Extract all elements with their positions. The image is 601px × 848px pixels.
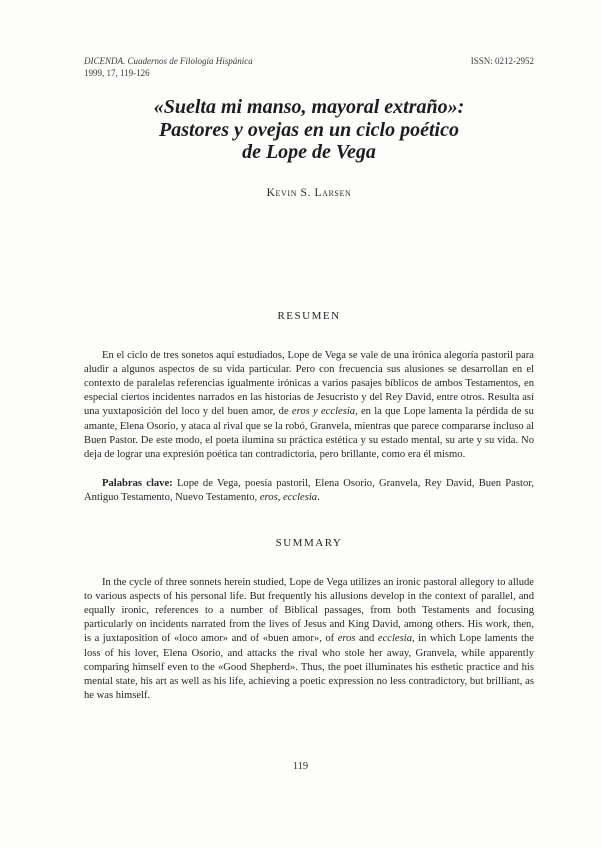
keywords-list: Lope de Vega, poesía pastoril, Elena Osorio, Granvela, Rey David, Buen Pastor, Antiguo Testamento, Nuevo Testamento, [84, 478, 534, 504]
summary-latin-term-eros: eros [337, 633, 356, 645]
summary-text: and [355, 633, 378, 645]
keywords-latin-terms: eros, ecclesia [259, 492, 318, 504]
resumen-text: , en la que Lope lamenta la pérdida de su amante, Elena Osorio, y ataca al rival que se la robó, Granvela, mientras que parece compararse incluso al Buen Pastor. De este modo, el poeta ilumina su práctica estética y su estado mental, su arte y su vida. No deja de lograr una expresión poética tan contradictoria, pero brillante, como era él mismo. [84, 406, 534, 460]
author-name: Kevin S. Larsen [266, 186, 352, 199]
article-title [84, 96, 534, 164]
keywords-paragraph [84, 477, 534, 505]
keywords-end: . [317, 492, 320, 504]
keywords-label: Palabras clave: [102, 478, 173, 490]
article-title-line: de Lope de Vega [242, 141, 376, 163]
article-title-line: «Suelta mi manso, mayoral extraño»: [153, 96, 465, 118]
journal-name: DICENDA. Cuadernos de Filología Hispánica [84, 56, 253, 66]
journal-issue: 1999, 17, 119-126 [84, 67, 150, 78]
summary-heading: SUMMARY [275, 536, 343, 549]
summary-text: , in which Lope laments the loss of his lover, Elena Osorio, and attacks the rival who stole her away, Granvela, while apparently comparing himself even to the «Good Shepherd». Thus, the poet illuminates his esthetic practice and his mental state, his art as well as his life, achieving a poetic expression no less contradictory, but brilliant, as he was himself. [84, 633, 534, 702]
resumen-paragraph [84, 349, 534, 463]
summary-text: In the cycle of three sonnets herein studied, Lope de Vega utilizes an ironic pastoral allegory to allude to various aspects of his personal life. But frequently his allusions develop in the context of parallel, and equally ironic, references to a number of Biblical passages, from both Testaments and focusing particularly on incidents narrated from the lives of Jesus and King David, among others. His work, then, is a juxtaposition of «loco amor» and of «buen amor», of [84, 576, 534, 645]
article-title-line: Pastores y ovejas en un ciclo poético [159, 118, 459, 141]
running-head [84, 56, 534, 79]
page-number: 119 [292, 761, 309, 772]
resumen-text: En el ciclo de tres sonetos aquí estudiados, Lope de Vega se vale de una irónica alegoría pastoril para aludir a algunos aspectos de su vida particular. Pero con frecuencia sus alusiones se desarrollan en el contexto de paralelas referencias igualmente irónicas a varios pasajes bíblicos de ambos Testamentos, en especial ciertos incidentes narrados en las historias de Jesucristo y del Rey David, entre otros. Resulta así una yuxtaposición del loco y del buen amor, de [84, 349, 534, 418]
resumen-latin-terms: eros y ecclesia [291, 406, 356, 418]
summary-latin-term-ecclesia: ecclesia [377, 633, 412, 645]
journal-issn: ISSN: 0212-2952 [470, 56, 534, 66]
summary-paragraph [84, 576, 534, 704]
running-head-left [84, 56, 253, 79]
resumen-heading: RESUMEN [277, 309, 341, 322]
page-content [84, 56, 534, 714]
